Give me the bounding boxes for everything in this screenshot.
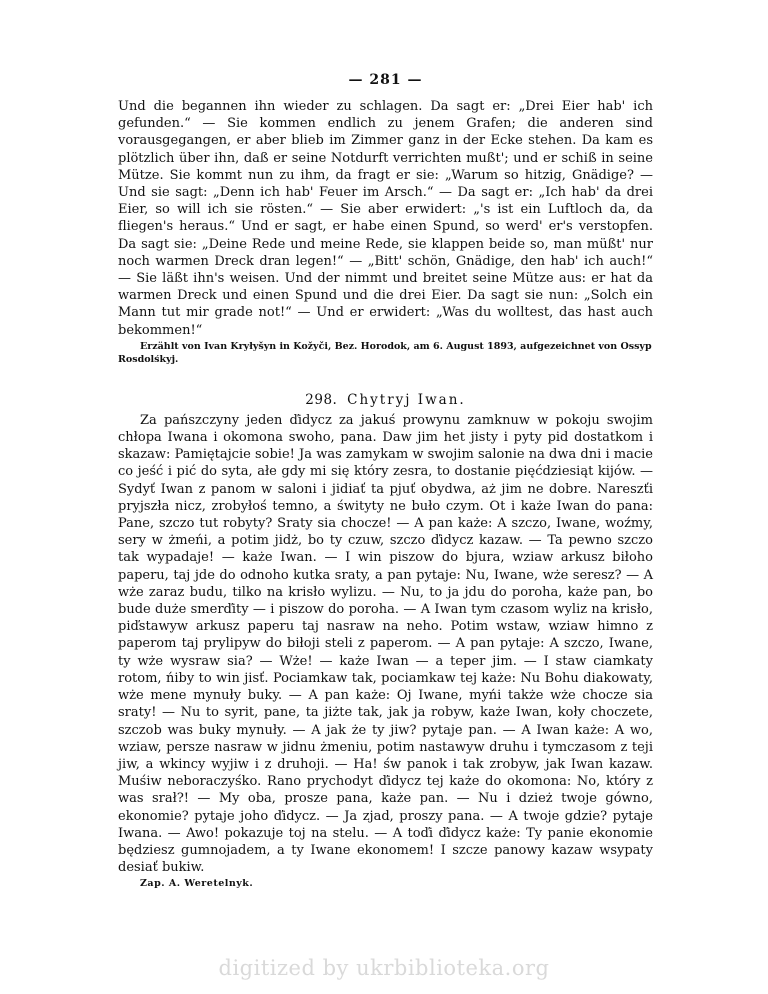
collector-note: Zap. A. Weretelnyk. [140,878,254,890]
section-heading [118,392,653,408]
section-title: Chytryj Iwan. [347,391,466,408]
digitization-watermark: digitized by ukrbiblioteka.org [218,956,550,980]
section-number: 298. [305,391,338,408]
story-text: Za pańszczyny jeden ďidycz za jakuś prowynu zamknuw w pokoju swojim chłopa Iwana i okomona swoho, pana. Daw jim het jisty i pyty pid dostatkom i skazaw: Pamiętajcie sobie! Ja was zamykam w swojim salonie na dwa dni i macie co jeść i pić do syta, ałe gdy mi się który zesra, to dostanie pięćdziesiąt kijów. — Sydyť Iwan z panom w saloni i jidiať ta pjuť obydwa, aż jim ne dobre. Nareszťi pryjszła nicz, zrobyłoś temno, a śwityty ne buło czym. Ot i każe Iwan do pana: Pane, szczo tut robyty? Sraty sia chocze! — A pan każe: A szczo, Iwane, woźmy, sery w żmeńi, a potim jidż, bo ty czuw, szczo ďidycz kazaw. — Ta pewno szczo tak wypadaje! — każe Iwan. — I win piszow do bjura, wziaw arkusz biłoho paperu, taj jde do odnoho kutka sraty, a pan pytaje: Nu, Iwane, wże seresz? — A wże zaraz budu, tilko na krisło wylizu. — Nu, to ja jdu do poroha, każe pan, bo bude duże smerďity — i piszow do poroha. — A Iwan tym czasom wyliz na krisło, piďstawyw arkusz paperu taj nasraw na neho. Potim wstaw, wziaw himno z paperom taj prylipyw do biłoji steli z paperom. — A pan pytaje: A szczo, Iwane, ty wże wysraw sia? — Wże! — każe Iwan — a teper jim. — I staw ciamkaty rotom, ńiby to win jisť. Pociamkaw tak, pociamkaw tej każe: Nu Bohu diakowaty, wże mene mynuły buky. — A pan każe: Oj Iwane, myńi także wże chocze sia sraty! — Nu to syrit, pane, ta jiżte tak, jak ja robyw, każe Iwan, koły choczete, szczob was buky mynuły. — A jak że ty jiw? pytaje pan. — A Iwan każe: A wo, wziaw, persze nasraw w jidnu żmeniu, potim nastawyw druhu i tymczasom z teji jiw, a wkincy wyjiw i z druhoji. — Ha! św panok i tak zrobyw, jak Iwan kazaw. Muśiw neboraczyśko. Rano prychodyt ďidycz tej każe do okomona: No, który z was srał?! — My oba, prosze pana, każe pan. — Nu i dzież twoje gówno, ekonomie? pytaje joho ďidycz. — Ja zjad, proszy pana. — A twoje gdzie? pytaje Iwana. — Awo! pokazuje toj na stelu. — A toďi ďidycz każe: Ty panie ekonomie będziesz gumnojadem, a ty Iwane ekonomem! I szcze panowy kazaw wsypaty desiať bukiw. [118,412,653,876]
page-number: — 281 — [348,72,423,88]
continued-story-text: Und die begannen ihn wieder zu schlagen. Da sagt er: „Drei Eier hab' ich gefunden.“ — Sie kommen endlich zu jenem Grafen; die anderen sind vorausgegangen, er aber blieb im Zimmer ganz in der Ecke stehen. Da kam es plötzlich über ihn, daß er seine Notdurft verrichten mußt'; und er schiß in seine Mütze. Sie kommt nun zu ihm, da fragt er sie: „Warum so hitzig, Gnädige? — Und sie sagt: „Denn ich hab' Feuer im Arsch.“ — Da sagt er: „Ich hab' da drei Eier, so will ich sie rösten.“ — Sie aber erwidert: „'s ist ein Luftloch da, da fliegen's heraus.“ Und er sagt, er habe einen Spund, so werd' er's verstopfen. Da sagt sie: „Deine Rede und meine Rede, sie klappen beide so, man müßt' nur noch warmen Dreck dran legen!“ — „Bitt' schön, Gnädige, den hab' ich auch!“ — Sie läßt ihn's weisen. Und der nimmt und breitet seine Mütze aus: er hat da warmen Dreck und einen Spund und die drei Eier. Da sagt sie nun: „Solch ein Mann tut mir grade not!“ — Und er erwidert: „Was du wolltest, das hast auch bekommen!“ [118,99,653,338]
page [118,72,653,889]
narrator-attribution: Erzählt von Ivan Kryłyšyn in Kožyči, Bez. Horodok, am 6. August 1893, aufgezeichnet von Ossyp Rosdolśkyj. [118,340,652,365]
